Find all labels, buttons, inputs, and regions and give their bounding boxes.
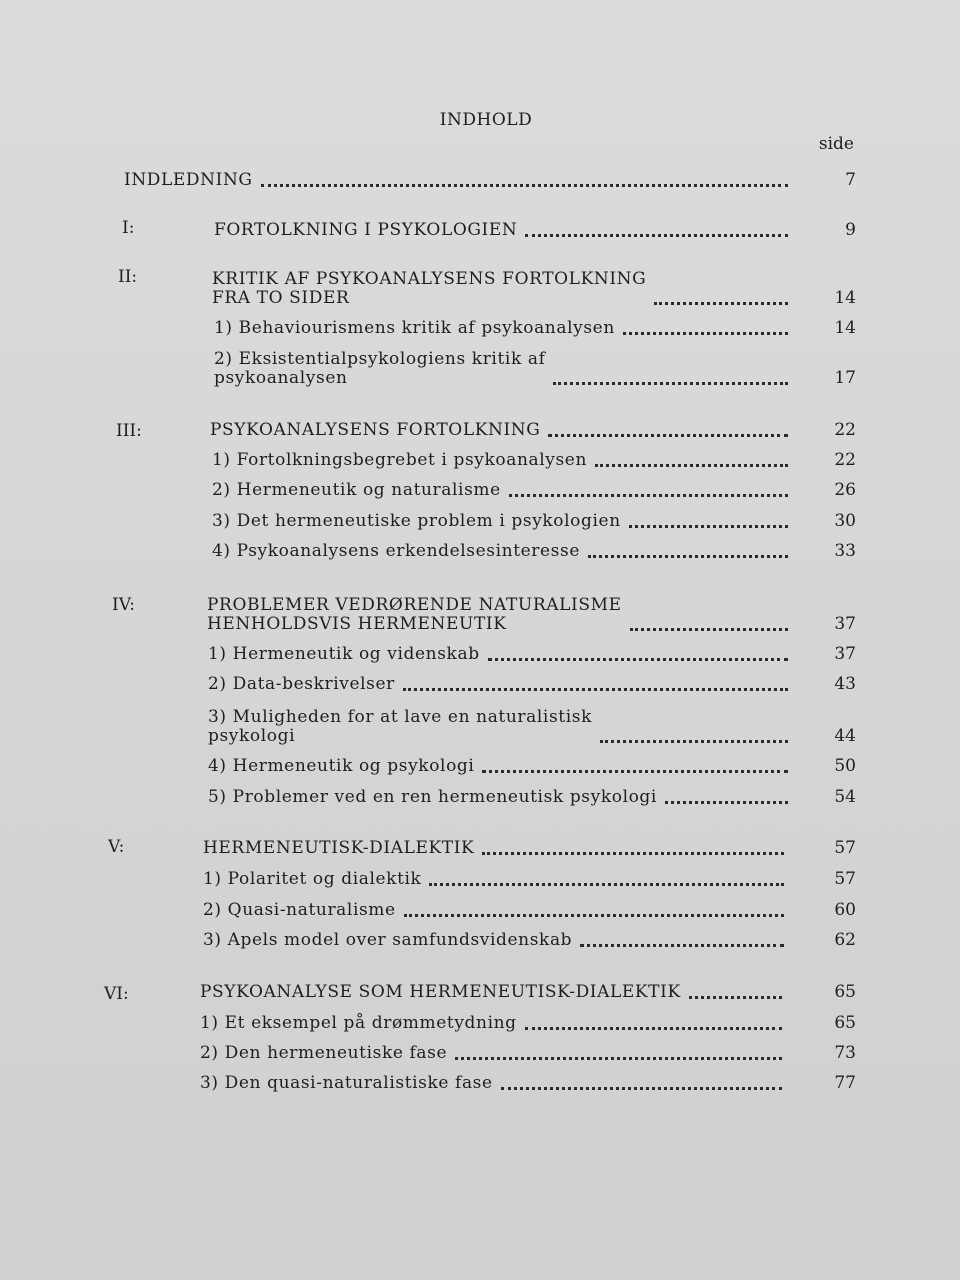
chapter-title-label: PROBLEMER VEDRØRENDE NATURALISME HENHOLDSVIS HERMENEUTIK	[207, 595, 622, 634]
dot-leader	[654, 301, 788, 305]
dot-leader	[623, 331, 788, 335]
section-entry-label: 1) Fortolkningsbegrebet i psykoanalysen	[212, 450, 587, 470]
chapter-title	[210, 421, 796, 440]
section-entry	[208, 788, 796, 807]
section-entry-page: 50	[834, 756, 856, 776]
chapter-title-label: PSYKOANALYSE SOM HERMENEUTISK-DIALEKTIK	[200, 982, 681, 1002]
toc-intro-label: INDLEDNING	[124, 170, 253, 190]
chapter-title	[200, 983, 790, 1002]
section-entry-label: 4) Psykoanalysens erkendelsesinteresse	[212, 541, 580, 561]
dot-leader	[525, 233, 788, 237]
toc-intro-page: 7	[845, 170, 856, 190]
section-entry	[208, 675, 796, 694]
dot-leader	[482, 851, 784, 855]
section-entry-label: 1) Behaviourismens kritik af psykoanalysen	[214, 318, 615, 338]
dot-leader	[501, 1086, 782, 1090]
chapter-title-page: 14	[834, 288, 856, 308]
section-entry-page: 60	[834, 900, 856, 920]
dot-leader	[548, 433, 788, 437]
section-entry-page: 17	[834, 368, 856, 388]
section-entry-page: 22	[834, 450, 856, 470]
section-entry-label: 1) Hermeneutik og videnskab	[208, 644, 480, 664]
chapter-number: V:	[108, 837, 125, 857]
section-entry-page: 65	[834, 1013, 856, 1033]
section-entry	[212, 481, 796, 500]
dot-leader	[588, 554, 788, 558]
dot-leader	[553, 381, 788, 385]
dot-leader	[689, 995, 782, 999]
dot-leader	[629, 524, 788, 528]
section-entry	[212, 512, 796, 531]
section-entry-page: 33	[834, 541, 856, 561]
dot-leader	[488, 657, 788, 661]
chapter-title-page: 65	[834, 982, 856, 1002]
dot-leader	[509, 493, 788, 497]
dot-leader	[455, 1056, 782, 1060]
chapter-title-label: HERMENEUTISK-DIALEKTIK	[203, 838, 475, 858]
section-entry-page: 43	[834, 674, 856, 694]
section-entry-page: 26	[834, 480, 856, 500]
chapter-title-page: 57	[834, 838, 856, 858]
chapter-title-page: 9	[845, 220, 856, 240]
dot-leader	[595, 463, 788, 467]
section-entry-page: 14	[834, 318, 856, 338]
section-entry-label: 2) Den hermeneutiske fase	[200, 1043, 448, 1063]
dot-leader	[525, 1026, 782, 1030]
section-entry	[212, 451, 796, 470]
dot-leader	[404, 913, 784, 917]
dot-leader	[665, 800, 788, 804]
chapter-title	[212, 270, 796, 308]
section-entry	[214, 319, 796, 338]
section-entry	[203, 870, 792, 889]
chapter-title	[214, 221, 796, 240]
section-entry-label: 5) Problemer ved en ren hermeneutisk psykologi	[208, 787, 657, 807]
section-entry-page: 57	[834, 869, 856, 889]
chapter-title	[203, 839, 792, 858]
section-entry-page: 77	[834, 1073, 856, 1093]
section-entry-label: 3) Apels model over samfundsvidenskab	[203, 930, 573, 950]
section-entry-label: 2) Eksistentialpsykologiens kritik af psykoanalysen	[214, 349, 546, 388]
section-entry	[208, 645, 796, 664]
section-entry-label: 1) Polaritet og dialektik	[203, 869, 422, 889]
section-entry-label: 3) Det hermeneutiske problem i psykologien	[212, 511, 621, 531]
dot-leader	[429, 882, 784, 886]
section-entry-label: 4) Hermeneutik og psykologi	[208, 756, 475, 776]
section-entry-page: 73	[834, 1043, 856, 1063]
chapter-title	[207, 596, 796, 634]
dot-leader	[482, 769, 788, 773]
section-entry	[212, 542, 796, 561]
dot-leader	[630, 627, 788, 631]
section-entry-page: 44	[834, 726, 856, 746]
dot-leader	[261, 183, 788, 187]
dot-leader	[403, 687, 788, 691]
toc-intro	[124, 171, 796, 190]
section-entry	[203, 931, 792, 950]
chapter-number: VI:	[104, 984, 129, 1004]
section-entry	[200, 1074, 790, 1093]
toc-heading: INDHOLD	[439, 110, 533, 130]
chapter-number: IV:	[112, 595, 136, 615]
section-entry	[208, 757, 796, 776]
section-entry-page: 54	[834, 787, 856, 807]
chapter-title-label: KRITIK AF PSYKOANALYSENS FORTOLKNING FRA TO SIDER	[212, 269, 647, 308]
section-entry	[200, 1014, 790, 1033]
dot-leader	[600, 739, 788, 743]
section-entry-label: 3) Muligheden for at lave en naturalistisk psykologi	[208, 707, 592, 746]
section-entry-label: 3) Den quasi-naturalistiske fase	[200, 1073, 493, 1093]
section-entry-label: 2) Hermeneutik og naturalisme	[212, 480, 501, 500]
section-entry-page: 30	[834, 511, 856, 531]
chapter-title-label: FORTOLKNING I PSYKOLOGIEN	[214, 220, 518, 240]
section-entry-label: 1) Et eksempel på drømmetydning	[200, 1013, 517, 1033]
section-entry	[214, 350, 796, 388]
section-entry-label: 2) Quasi-naturalisme	[203, 900, 396, 920]
section-entry	[203, 901, 792, 920]
section-entry-page: 62	[834, 930, 856, 950]
chapter-title-label: PSYKOANALYSENS FORTOLKNING	[210, 420, 541, 440]
section-entry	[200, 1044, 790, 1063]
section-entry-label: 2) Data-beskrivelser	[208, 674, 395, 694]
chapter-title-page: 37	[834, 614, 856, 634]
chapter-number: III:	[116, 421, 142, 441]
page-column-label: side	[818, 134, 854, 154]
dot-leader	[580, 943, 784, 947]
chapter-number: II:	[118, 267, 138, 287]
chapter-title-page: 22	[834, 420, 856, 440]
section-entry-page: 37	[834, 644, 856, 664]
chapter-number: I:	[122, 218, 135, 238]
section-entry	[208, 708, 796, 746]
